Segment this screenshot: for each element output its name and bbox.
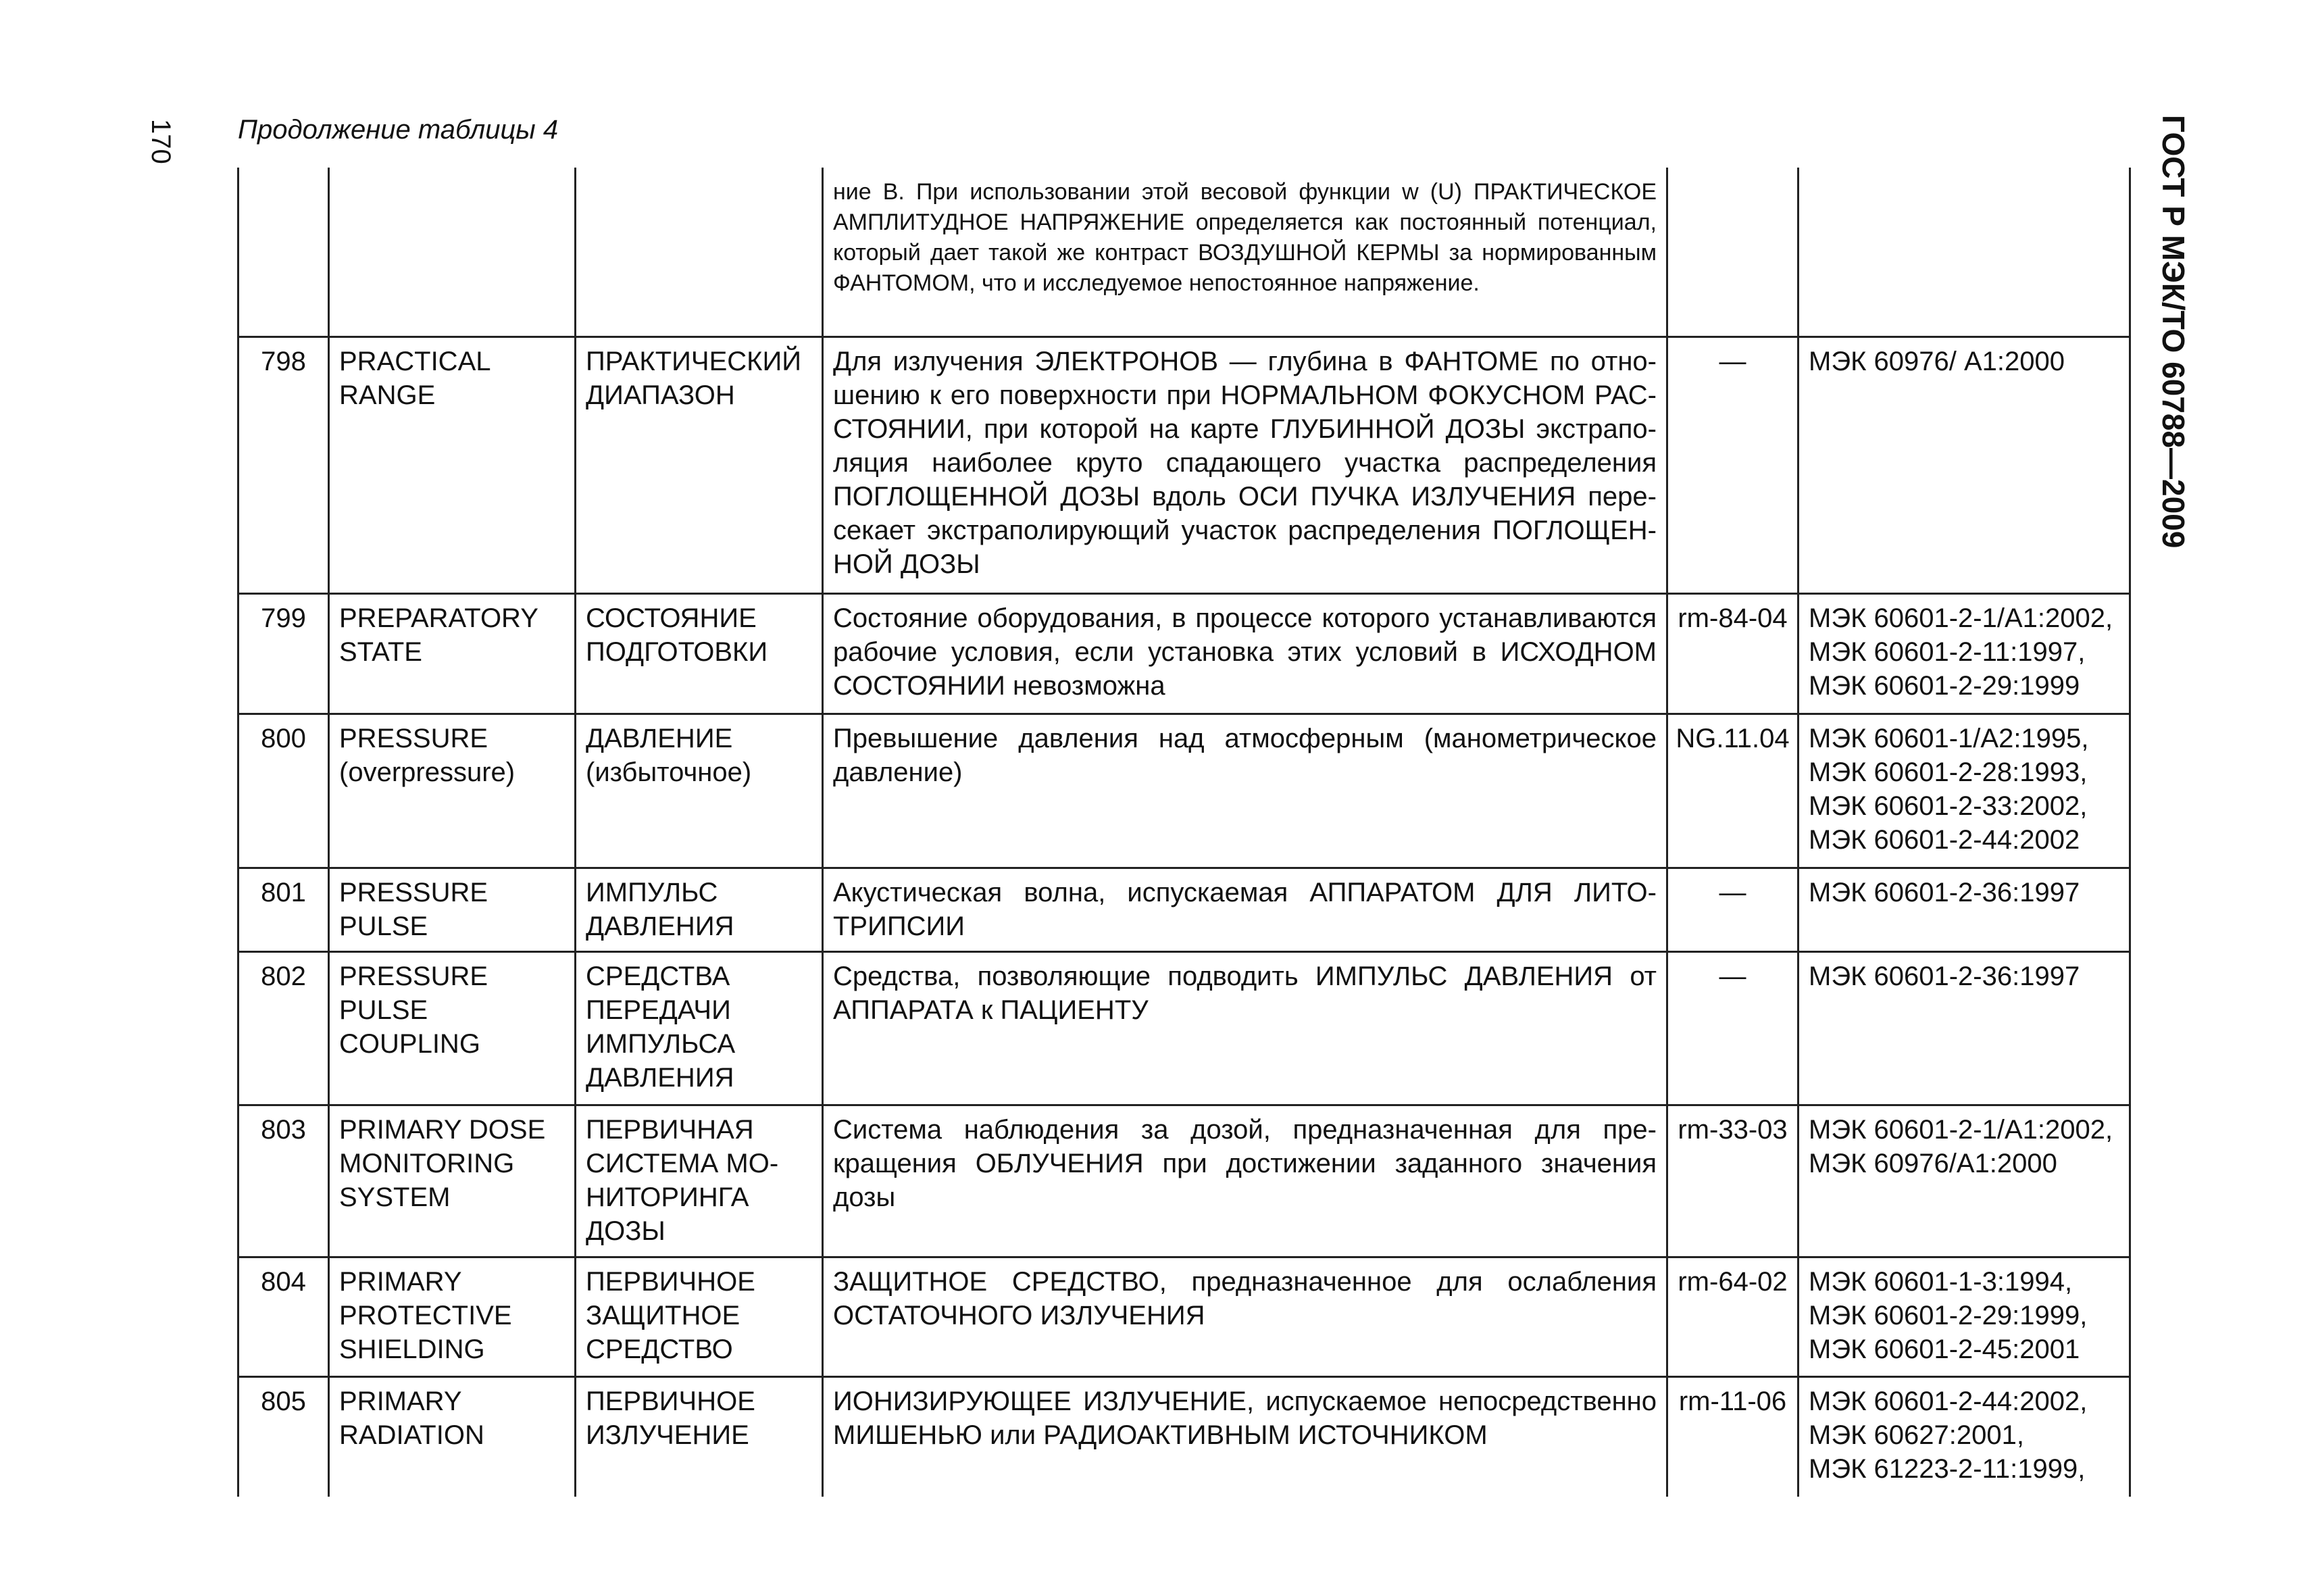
cell-definition: Превышение давления над атмосферным (манометрическое давление) (823, 714, 1667, 868)
source-entry: МЭК 60601-2-1/А1:2002, (1809, 603, 2113, 633)
cell-definition: ИОНИЗИРУЮЩЕЕ ИЗЛУЧЕНИЕ, испускаемое непосредственно МИШЕНЬЮ или РАДИОАКТИВНЫМ ИСТОЧНИКОМ (823, 1376, 1667, 1497)
source-entry: МЭК 60601-2-11:1997, (1809, 637, 2086, 667)
cell-term-russian: СРЕДСТВА ПЕРЕДАЧИ ИМПУЛЬСА ДАВЛЕНИЯ (576, 951, 823, 1105)
cell-number: 799 (238, 593, 329, 714)
document-code: ГОСТ Р МЭК/ТО 60788—2009 (2156, 115, 2191, 549)
cell-definition: ЗАЩИТНОЕ СРЕДСТВО, предназначенное для ослабления ОСТАТОЧНОГО ИЗЛУЧЕНИЯ (823, 1257, 1667, 1376)
cell-term-russian: ПЕРВИЧНОЕ ИЗЛУЧЕНИЕ (576, 1376, 823, 1497)
cell-sources (1799, 336, 2130, 593)
source-entry: МЭК 60627:2001, (1809, 1420, 2024, 1450)
source-entry: МЭК 60976/А1:2000 (1809, 1148, 2057, 1178)
cell-term-russian (576, 168, 823, 336)
table-row (238, 951, 2130, 1105)
source-entry: МЭК 60601-2-33:2002, (1809, 791, 2088, 821)
table-row (238, 868, 2130, 951)
cell-term-russian: СОСТОЯНИЕ ПОДГОТОВКИ (576, 593, 823, 714)
cell-number: 803 (238, 1105, 329, 1257)
source-entry: МЭК 60601-2-44:2002, (1809, 1386, 2088, 1416)
cell-term-english: PRACTICAL RANGE (329, 336, 576, 593)
cell-term-english: PRESSURE PULSE COUPLING (329, 951, 576, 1105)
cell-reference-code: rm-64-02 (1667, 1257, 1799, 1376)
cell-sources (1799, 868, 2130, 951)
cell-sources (1799, 1257, 2130, 1376)
definition-text: ние В. При использовании этой весовой функции w (U) ПРАКТИЧЕСКОЕ АМПЛИТУДНОЕ НАПРЯЖЕНИЕ определяется как постоянный потенциал, который дает такой же контраст ВОЗДУШНОЙ КЕРМЫ за нормированным ФАНТОМОМ, что и исследуемое непостоянное напряжение. (833, 179, 1657, 296)
cell-reference-code: — (1667, 951, 1799, 1105)
terms-table (237, 168, 2131, 1497)
page-number: 170 (146, 119, 176, 164)
cell-term-russian: ИМПУЛЬС ДАВЛЕНИЯ (576, 868, 823, 951)
cell-reference-code: NG.11.04 (1667, 714, 1799, 868)
cell-term-english: PRIMARY PROTECTIVE SHIELDING (329, 1257, 576, 1376)
source-entry: МЭК 60601-2-29:1999 (1809, 670, 2080, 701)
source-entry: МЭК 60601-2-36:1997 (1809, 877, 2080, 907)
cell-reference-code: — (1667, 336, 1799, 593)
cell-term-english: PRIMARY DOSE MONITORING SYSTEM (329, 1105, 576, 1257)
cell-reference-code: rm-84-04 (1667, 593, 1799, 714)
table-row (238, 1257, 2130, 1376)
cell-term-russian: ПРАКТИЧЕСКИЙ ДИАПАЗОН (576, 336, 823, 593)
cell-reference-code: rm-33-03 (1667, 1105, 1799, 1257)
cell-sources (1799, 951, 2130, 1105)
table-row (238, 1376, 2130, 1497)
cell-term-english: PRESSURE PULSE (329, 868, 576, 951)
cell-reference-code: — (1667, 868, 1799, 951)
source-entry: МЭК 60601-1-3:1994, (1809, 1266, 2073, 1297)
cell-sources (1799, 714, 2130, 868)
source-entry: МЭК 60601-2-36:1997 (1809, 961, 2080, 991)
cell-term-english: PRIMARY RADIATION (329, 1376, 576, 1497)
cell-sources (1799, 168, 2130, 336)
cell-term-russian: ДАВЛЕНИЕ (избыточное) (576, 714, 823, 868)
cell-definition (823, 168, 1667, 336)
cell-definition: Система наблюдения за дозой, предназначенная для прекращения ОБЛУЧЕНИЯ при достижении заданного значения дозы (823, 1105, 1667, 1257)
cell-number: 805 (238, 1376, 329, 1497)
table-row (238, 593, 2130, 714)
cell-term-russian: ПЕРВИЧНОЕ ЗАЩИТНОЕ СРЕДСТВО (576, 1257, 823, 1376)
source-entry: МЭК 60601-2-29:1999, (1809, 1300, 2088, 1330)
cell-definition: Средства, позволяющие подводить ИМПУЛЬС ДАВЛЕНИЯ от АППАРАТА к ПАЦИЕНТУ (823, 951, 1667, 1105)
cell-definition: Для излучения ЭЛЕКТРОНОВ — глубина в ФАНТОМЕ по отношению к его поверхности при НОРМАЛЬНОМ ФОКУСНОМ РАССТОЯНИИ, при которой на карте ГЛУБИННОЙ ДОЗЫ экстраполяция наиболее круто спадающего участка распределения ПОГЛОЩЕННОЙ ДОЗЫ вдоль ОСИ ПУЧКА ИЗЛУЧЕНИЯ пересекает экстраполирующий участок распределения ПОГЛОЩЕННОЙ ДОЗЫ (823, 336, 1667, 593)
cell-number: 800 (238, 714, 329, 868)
source-entry: МЭК 60601-1/А2:1995, (1809, 723, 2089, 753)
cell-sources (1799, 593, 2130, 714)
table-row (238, 714, 2130, 868)
cell-number: 802 (238, 951, 329, 1105)
table-row (238, 1105, 2130, 1257)
cell-sources (1799, 1105, 2130, 1257)
cell-reference-code (1667, 168, 1799, 336)
cell-number: 801 (238, 868, 329, 951)
table-row (238, 336, 2130, 593)
cell-definition: Акустическая волна, испускаемая АППАРАТОМ ДЛЯ ЛИТОТРИПСИИ (823, 868, 1667, 951)
source-entry: МЭК 61223-2-11:1999, (1809, 1453, 2086, 1484)
cell-sources (1799, 1376, 2130, 1497)
cell-term-english (329, 168, 576, 336)
cell-term-russian: ПЕРВИЧНАЯ СИСТЕМА МОНИТОРИНГА ДОЗЫ (576, 1105, 823, 1257)
source-entry: МЭК 60976/ А1:2000 (1809, 346, 2065, 376)
source-entry: МЭК 60601-2-44:2002 (1809, 824, 2080, 855)
cell-definition: Состояние оборудования, в процессе которого устанавливаются рабочие условия, если установка этих условий в ИСХОДНОМ СОСТОЯНИИ невозможна (823, 593, 1667, 714)
cell-number (238, 168, 329, 336)
source-entry: МЭК 60601-2-45:2001 (1809, 1334, 2080, 1364)
table-row-continued (238, 168, 2130, 336)
source-entry: МЭК 60601-2-28:1993, (1809, 757, 2088, 787)
cell-term-english: PRESSURE (overpressure) (329, 714, 576, 868)
terms-table-body (238, 168, 2130, 1497)
cell-reference-code: rm-11-06 (1667, 1376, 1799, 1497)
table-continuation-caption: Продолжение таблицы 4 (238, 115, 559, 145)
cell-number: 804 (238, 1257, 329, 1376)
cell-term-english: PREPARATORY STATE (329, 593, 576, 714)
cell-number: 798 (238, 336, 329, 593)
source-entry: МЭК 60601-2-1/А1:2002, (1809, 1114, 2113, 1145)
